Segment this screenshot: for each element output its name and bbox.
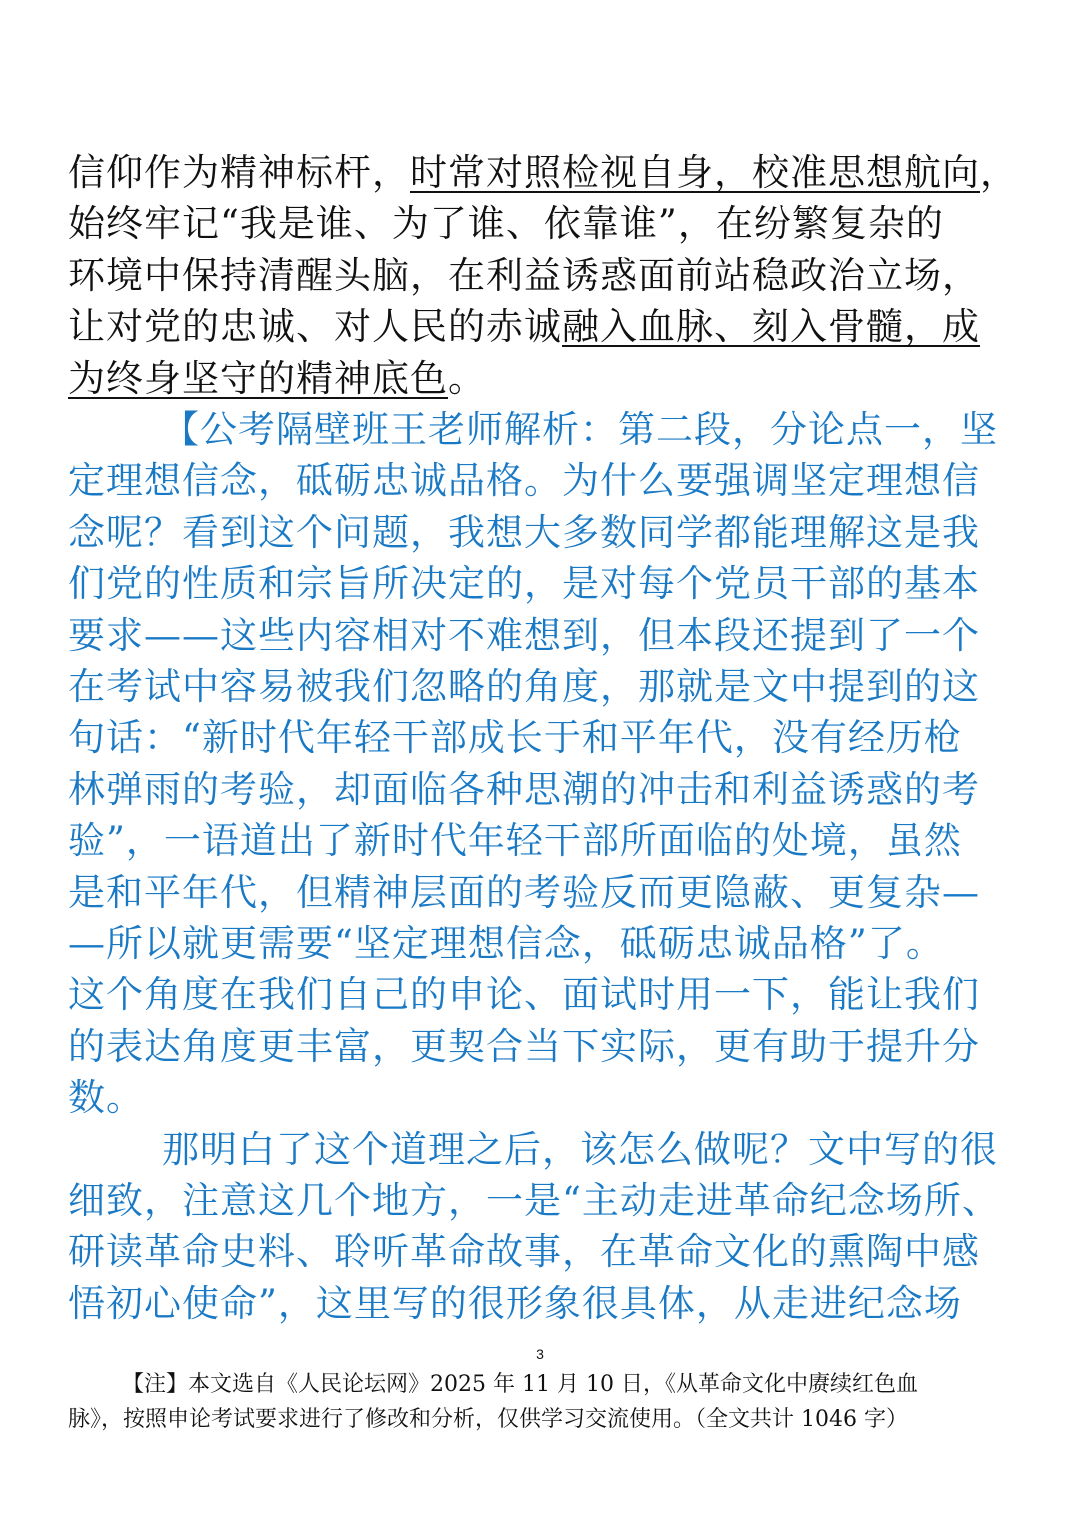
- text-segment: 念呢？看到这个问题，我想大多数同学都能理解这是我: [68, 510, 980, 554]
- text-segment: 这个角度在我们自己的申论、面试时用一下，能让我们: [68, 973, 980, 1017]
- text-segment: —所以就更需要“坚定理想信念，砥砺忠诚品格”了。: [68, 922, 944, 965]
- text-segment: 那明白了这个道理之后，该怎么做呢？文中写的很: [162, 1127, 998, 1171]
- text-line: [68, 352, 1018, 406]
- text-segment: 信仰作为精神标杆，: [68, 151, 410, 194]
- text-line: [68, 506, 1018, 560]
- underlined-text: 为终身坚守的精神底色: [68, 356, 448, 400]
- text-line: [68, 197, 1018, 251]
- text-segment: 细致，注意这几个地方，一是“主动走进革命纪念场所、: [68, 1179, 1000, 1222]
- text-segment: 是和平年代，但精神层面的考验反而更隐蔽、更复杂—: [68, 870, 980, 914]
- underlined-text: 时常对照检视自身，校准思想航向: [410, 151, 980, 194]
- text-line: [68, 1174, 1018, 1228]
- text-line: [68, 1071, 1018, 1125]
- underlined-text: 融入血脉、刻入骨髓，成: [562, 305, 980, 349]
- text-segment: 要求——这些内容相对不难想到，但本段还提到了一个: [68, 613, 980, 657]
- text-line: [68, 249, 1018, 303]
- text-segment: 悟初心使命”，这里写的很形象很具体，从走进纪念场: [68, 1281, 962, 1325]
- text-line: [68, 454, 1018, 508]
- text-segment: 环境中保持清醒头脑，在利益诱惑面前站稳政治立场，: [68, 253, 980, 297]
- text-segment: 定理想信念，砥砺忠诚品格。为什么要强调坚定理想信: [68, 459, 980, 503]
- text-line: [68, 1225, 1018, 1279]
- text-line: [68, 763, 1018, 817]
- text-segment: 研读革命史料、聆听革命故事，在革命文化的熏陶中感: [68, 1230, 980, 1274]
- text-line: [68, 866, 1018, 920]
- text-line: [68, 660, 1018, 714]
- text-segment: 验”，一语道出了新时代年轻干部所面临的处境，虽然: [68, 819, 962, 863]
- text-line: [68, 609, 1018, 663]
- text-segment: 让对党的忠诚、对人民的赤诚: [68, 305, 562, 349]
- text-line: [68, 917, 1018, 971]
- text-segment: 始终牢记“我是谁、为了谁、依靠谁”，在纷繁复杂的: [68, 202, 944, 246]
- text-segment: 【公考隔壁班王老师解析：第二段，分论点一，坚: [162, 408, 998, 451]
- text-line: [162, 1123, 1018, 1177]
- text-line: [68, 968, 1018, 1022]
- text-segment: 句话：“新时代年轻干部成长于和平年代，没有经历枪: [68, 716, 962, 760]
- text-line: [68, 1020, 1018, 1074]
- text-segment: 们党的性质和宗旨所决定的，是对每个党员干部的基本: [68, 562, 980, 606]
- text-segment: 的表达角度更丰富，更契合当下实际，更有助于提升分: [68, 1024, 980, 1068]
- text-line: [68, 557, 1018, 611]
- text-line: [68, 1277, 1018, 1331]
- text-segment: 在考试中容易被我们忽略的角度，那就是文中提到的这: [68, 665, 980, 708]
- text-line: [68, 300, 1018, 354]
- text-segment: 数。: [68, 1076, 144, 1120]
- text-line: [68, 711, 1018, 765]
- page-number: 3: [536, 1346, 544, 1362]
- text-segment: ，: [980, 151, 1018, 194]
- footnote-line-2: 脉》，按照申论考试要求进行了修改和分析，仅供学习交流使用。（全文共计 1046 字）: [68, 1407, 908, 1432]
- footnote-line-1: 【注】本文选自《人民论坛网》2025 年 11 月 10 日，《从革命文化中赓续红色血: [122, 1372, 918, 1397]
- text-line: [68, 146, 1018, 200]
- text-segment: 林弹雨的考验，却面临各种思潮的冲击和利益诱惑的考: [68, 767, 980, 811]
- text-line: [68, 814, 1018, 868]
- text-line: [162, 403, 1018, 457]
- text-segment: 。: [448, 356, 486, 400]
